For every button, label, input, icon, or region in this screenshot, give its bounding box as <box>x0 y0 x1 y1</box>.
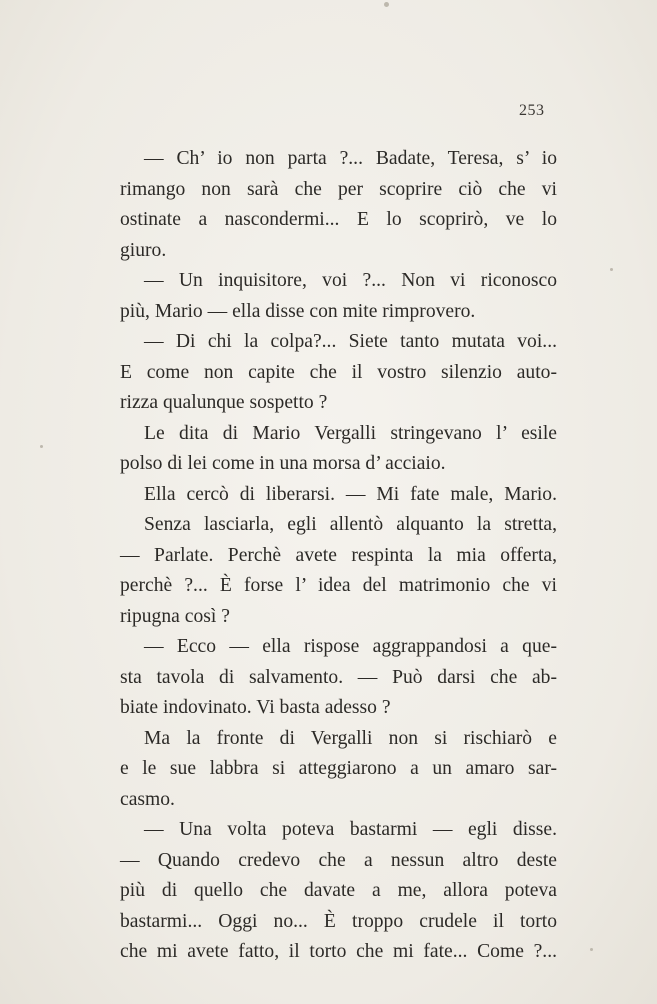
text-line: che mi avete fatto, il torto che mi fate... Come ?... <box>120 941 557 962</box>
text-line: più di quello che davate a me, allora poteva <box>120 880 557 901</box>
text-line: Ma la fronte di Vergalli non si rischiarò e <box>144 727 557 749</box>
text-line: rimango non sarà che per scoprire ciò che vi <box>120 178 557 200</box>
text-line: Le dita di Mario Vergalli stringevano l’ esile <box>144 422 557 444</box>
text-line: — Quando credevo che a nessun altro deste <box>120 849 557 871</box>
text-line: perchè ?... È forse l’ idea del matrimonio che vi <box>120 575 557 596</box>
text-line: — Parlate. Perchè avete respinta la mia offerta, <box>120 544 557 566</box>
text-line: — Di chi la colpa?... Siete tanto mutata voi... <box>144 331 557 352</box>
text-line: polso di lei come in una morsa d’ acciaio. <box>120 453 446 474</box>
paper-speck <box>384 2 389 7</box>
text-line: sta tavola di salvamento. — Può darsi che ab- <box>120 666 557 688</box>
text-line: giuro. <box>120 239 167 261</box>
text-line: ripugna così ? <box>120 605 230 627</box>
text-line: rizza qualunque sospetto ? <box>120 392 328 413</box>
text-line: — Un inquisitore, voi ?... Non vi riconosco <box>144 270 557 291</box>
body-text <box>120 144 557 968</box>
text-line: biate indovinato. Vi basta adesso ? <box>120 697 391 718</box>
paper-speck <box>590 948 593 951</box>
paper-speck <box>610 268 613 271</box>
text-line: bastarmi... Oggi no... È troppo crudele il torto <box>120 910 557 932</box>
text-line: — Ecco — ella rispose aggrappandosi a que- <box>144 636 557 657</box>
text-line: Senza lasciarla, egli allentò alquanto la stretta, <box>144 514 557 535</box>
text-line: più, Mario — ella disse con mite rimprovero. <box>120 300 476 322</box>
text-line: e le sue labbra si atteggiarono a un amaro sar- <box>120 758 557 779</box>
text-line: E come non capite che il vostro silenzio auto- <box>120 361 557 383</box>
paper-speck <box>40 445 43 448</box>
text-line: ostinate a nascondermi... E lo scoprirò, ve lo <box>120 209 557 230</box>
text-line: Ella cercò di liberarsi. — Mi fate male, Mario. <box>144 483 557 505</box>
text-line: — Ch’ io non parta ?... Badate, Teresa, s’ io <box>144 148 557 169</box>
page-number: 253 <box>519 102 545 119</box>
text-line: — Una volta poteva bastarmi — egli disse. <box>144 819 557 840</box>
text-line: casmo. <box>120 788 175 810</box>
